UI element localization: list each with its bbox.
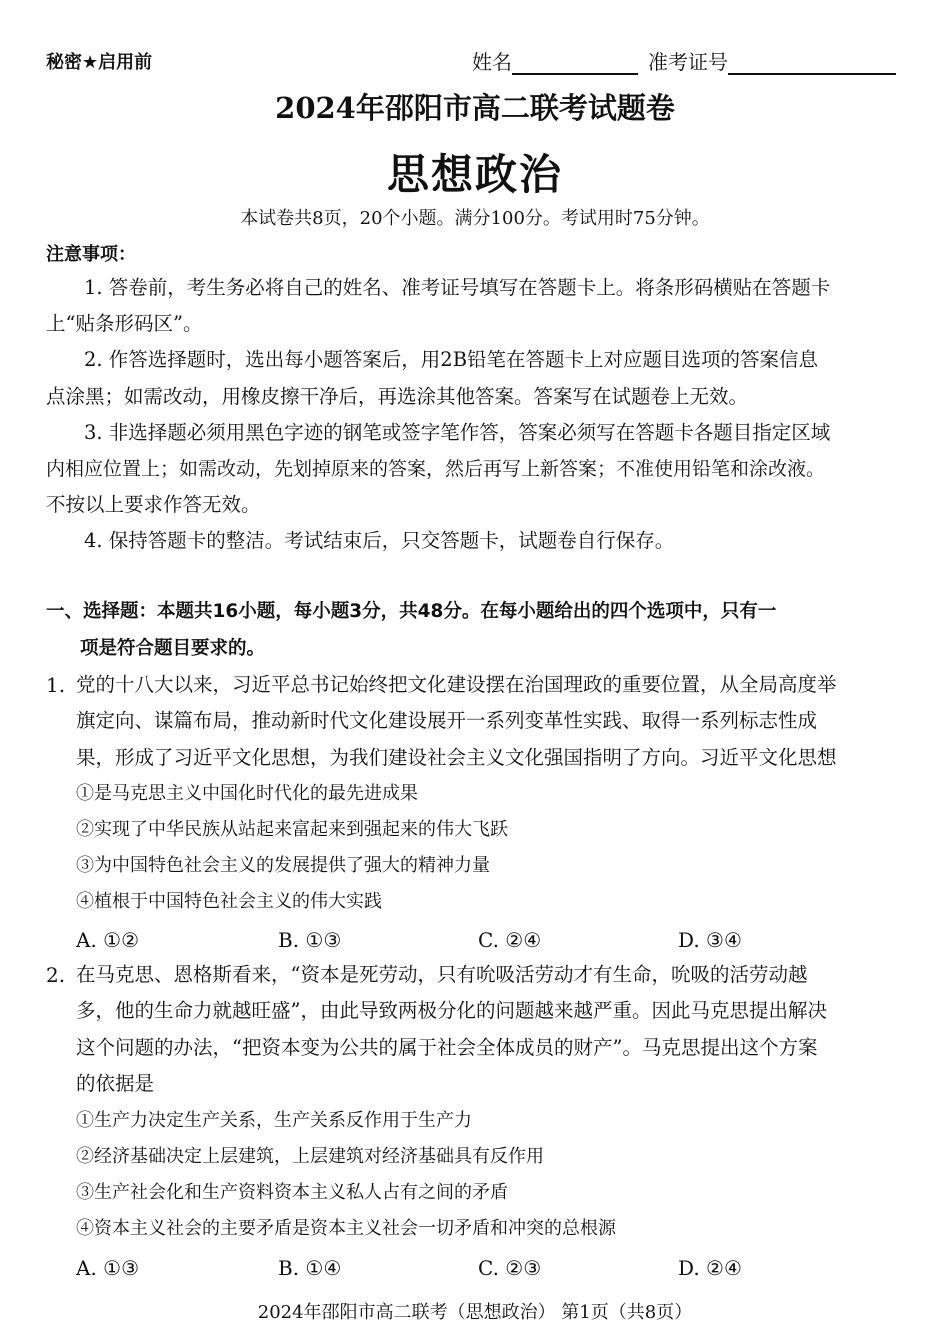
q1-stem-line: 党的十八大以来，习近平总书记始终把文化建设摆在治国理政的重要位置，从全局高度举 — [76, 673, 837, 696]
note-line: 内相应位置上；如需改动，先划掉原来的答案，然后再写上新答案；不准使用铅笔和涂改液。 — [46, 458, 826, 480]
q1-stem-line: 旗定向、谋篇布局，推动新时代文化建设展开一系列变革性实践、取得一系列标志性成 — [76, 709, 818, 732]
secret-label: 秘密★启用前 — [46, 52, 153, 73]
q1-item: ①是马克思主义中国化时代化的最先进成果 — [76, 783, 418, 804]
name-field — [472, 46, 638, 75]
note-line: 上“贴条形码区”。 — [46, 312, 203, 335]
subject-title: 思想政治 — [386, 150, 563, 199]
name-blank — [512, 53, 638, 75]
q1-option-b: B. ①③ — [278, 928, 342, 952]
q1-item: ④植根于中国特色社会主义的伟大实践 — [76, 891, 382, 912]
q2-option-a: A. ①③ — [76, 1256, 140, 1280]
section-heading-line2: 项是符合题目要求的。 — [80, 638, 266, 659]
q1-number: 1. — [46, 673, 66, 697]
id-field — [648, 46, 896, 75]
q2-item: ③生产社会化和生产资料资本主义私人占有之间的矛盾 — [76, 1182, 508, 1203]
q2-item: ④资本主义社会的主要矛盾是资本主义社会一切矛盾和冲突的总根源 — [76, 1218, 616, 1239]
exam-title: 2024年邵阳市高二联考试题卷 — [275, 91, 675, 125]
exam-info: 本试卷共8页，20个小题。满分100分。考试用时75分钟。 — [240, 208, 710, 229]
q2-option-d: D. ②④ — [678, 1256, 742, 1280]
note-line: 不按以上要求作答无效。 — [46, 493, 261, 516]
q2-item: ①生产力决定生产关系，生产关系反作用于生产力 — [76, 1110, 472, 1131]
section-heading-line1: 一、选择题：本题共16小题，每小题3分，共48分。在每小题给出的四个选项中，只有一 — [46, 601, 777, 622]
q1-item: ③为中国特色社会主义的发展提供了强大的精神力量 — [76, 855, 490, 876]
note-line: 4. 保持答题卡的整洁。考试结束后，只交答题卡，试题卷自行保存。 — [84, 529, 675, 552]
id-blank — [728, 53, 896, 75]
q1-option-d: D. ③④ — [678, 928, 742, 952]
notes-heading: 注意事项： — [46, 244, 136, 265]
q1-stem-line: 果，形成了习近平文化思想，为我们建设社会主义文化强国指明了方向。习近平文化思想 — [76, 746, 837, 769]
q1-option-a: A. ①② — [76, 928, 140, 952]
note-line: 3. 非选择题必须用黑色字迹的钢笔或签字笔作答，答案必须写在答题卡各题目指定区域 — [84, 421, 831, 444]
q2-option-c: C. ②③ — [478, 1256, 542, 1280]
q2-option-b: B. ①④ — [278, 1256, 342, 1280]
q2-number: 2. — [46, 963, 66, 987]
q2-item: ②经济基础决定上层建筑，上层建筑对经济基础具有反作用 — [76, 1146, 544, 1167]
q1-item: ②实现了中华民族从站起来富起来到强起来的伟大飞跃 — [76, 819, 508, 840]
q2-stem-line: 在马克思、恩格斯看来，“资本是死劳动，只有吮吸活劳动才有生命，吮吸的活劳动越 — [76, 963, 808, 986]
q2-stem-line: 的依据是 — [76, 1072, 155, 1095]
note-line: 1. 答卷前，考生务必将自己的姓名、准考证号填写在答题卡上。将条形码横贴在答题卡 — [84, 276, 831, 299]
name-label: 姓名 — [472, 50, 512, 74]
note-line: 2. 作答选择题时，选出每小题答案后，用2B铅笔在答题卡上对应题目选项的答案信息 — [84, 348, 819, 371]
q1-option-c: C. ②④ — [478, 928, 542, 952]
q2-stem-line: 这个问题的办法，“把资本变为公共的属于社会全体成员的财产”。马克思提出这个方案 — [76, 1036, 818, 1059]
note-line: 点涂黑；如需改动，用橡皮擦干净后，再选涂其他答案。答案写在试题卷上无效。 — [46, 385, 749, 408]
id-label: 准考证号 — [648, 50, 728, 74]
page-footer: 2024年邵阳市高二联考（思想政治） 第1页（共8页） — [257, 1302, 693, 1323]
q2-stem-line: 多，他的生命力就越旺盛”，由此导致两极分化的问题越来越严重。因此马克思提出解决 — [76, 999, 827, 1022]
